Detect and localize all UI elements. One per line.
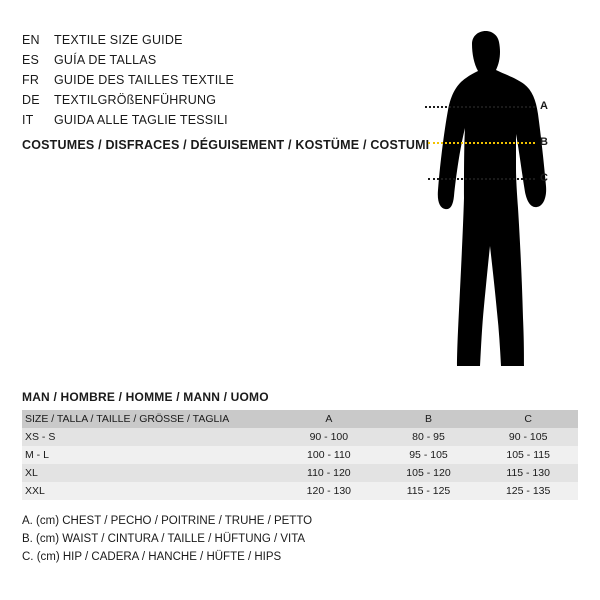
language-text: TEXTILE SIZE GUIDE <box>54 33 183 47</box>
language-row <box>22 70 422 90</box>
table-row <box>22 482 578 500</box>
language-text: GUIDA ALLE TAGLIE TESSILI <box>54 113 228 127</box>
cell-size: XS - S <box>25 431 56 443</box>
language-code: ES <box>22 53 40 67</box>
table-title: MAN / HOMBRE / HOMME / MANN / UOMO <box>22 390 269 404</box>
language-row <box>22 90 422 110</box>
size-table <box>22 410 578 500</box>
cell-a: 110 - 120 <box>307 467 351 479</box>
cell-b: 105 - 120 <box>406 467 451 479</box>
figure-area <box>400 18 585 378</box>
table-row <box>22 428 578 446</box>
cell-c: 125 - 135 <box>505 485 551 497</box>
column-header-a: A <box>325 413 333 425</box>
language-row <box>22 110 422 130</box>
measurement-legend <box>22 512 312 566</box>
language-row <box>22 30 422 50</box>
language-text: TEXTILGRÖßENFÜHRUNG <box>54 93 217 107</box>
table-header-row <box>22 410 578 428</box>
language-code: EN <box>22 33 40 47</box>
language-row <box>22 50 422 70</box>
legend-line-c: C. (cm) HIP / CADERA / HANCHE / HÜFTE / HIPS <box>22 551 282 563</box>
cell-c: 115 - 130 <box>506 467 550 479</box>
size-table-section <box>22 390 578 500</box>
language-text: GUIDE DES TAILLES TEXTILE <box>54 73 235 87</box>
cell-size: M - L <box>25 449 49 461</box>
language-list <box>22 30 422 130</box>
column-header-c: C <box>524 413 532 425</box>
column-header-b: B <box>424 413 432 425</box>
cell-size: XL <box>25 467 38 479</box>
column-header-size: SIZE / TALLA / TAILLE / GRÖSSE / TAGLIA <box>25 413 230 425</box>
table-row <box>22 464 578 482</box>
cell-c: 90 - 105 <box>508 431 548 443</box>
cell-size: XXL <box>25 485 45 497</box>
legend-line-a: A. (cm) CHEST / PECHO / POITRINE / TRUHE / PETTO <box>22 515 313 527</box>
cell-b: 80 - 95 <box>412 431 445 443</box>
cell-b: 115 - 125 <box>406 485 451 497</box>
man-silhouette-icon <box>400 18 585 378</box>
language-code: IT <box>22 113 34 127</box>
cell-b: 95 - 105 <box>409 449 448 461</box>
measure-label-a: A <box>540 100 548 112</box>
measure-line-chest <box>425 106 535 108</box>
cell-a: 90 - 100 <box>309 431 349 443</box>
language-code: FR <box>22 73 40 87</box>
legend-line-b: B. (cm) WAIST / CINTURA / TAILLE / HÜFTUNG / VITA <box>22 533 306 545</box>
cell-a: 120 - 130 <box>306 485 352 497</box>
measure-label-c: C <box>540 172 548 184</box>
table-row <box>22 446 578 464</box>
measure-label-b: B <box>540 136 548 148</box>
language-code: DE <box>22 93 40 107</box>
cell-c: 105 - 115 <box>506 449 550 461</box>
language-text: GUÍA DE TALLAS <box>54 53 157 67</box>
costumes-heading: COSTUMES / DISFRACES / DÉGUISEMENT / KOSTÜME / COSTUMI <box>22 138 430 152</box>
measure-line-waist <box>428 142 535 144</box>
cell-a: 100 - 110 <box>307 449 351 461</box>
measure-line-hip <box>428 178 535 180</box>
